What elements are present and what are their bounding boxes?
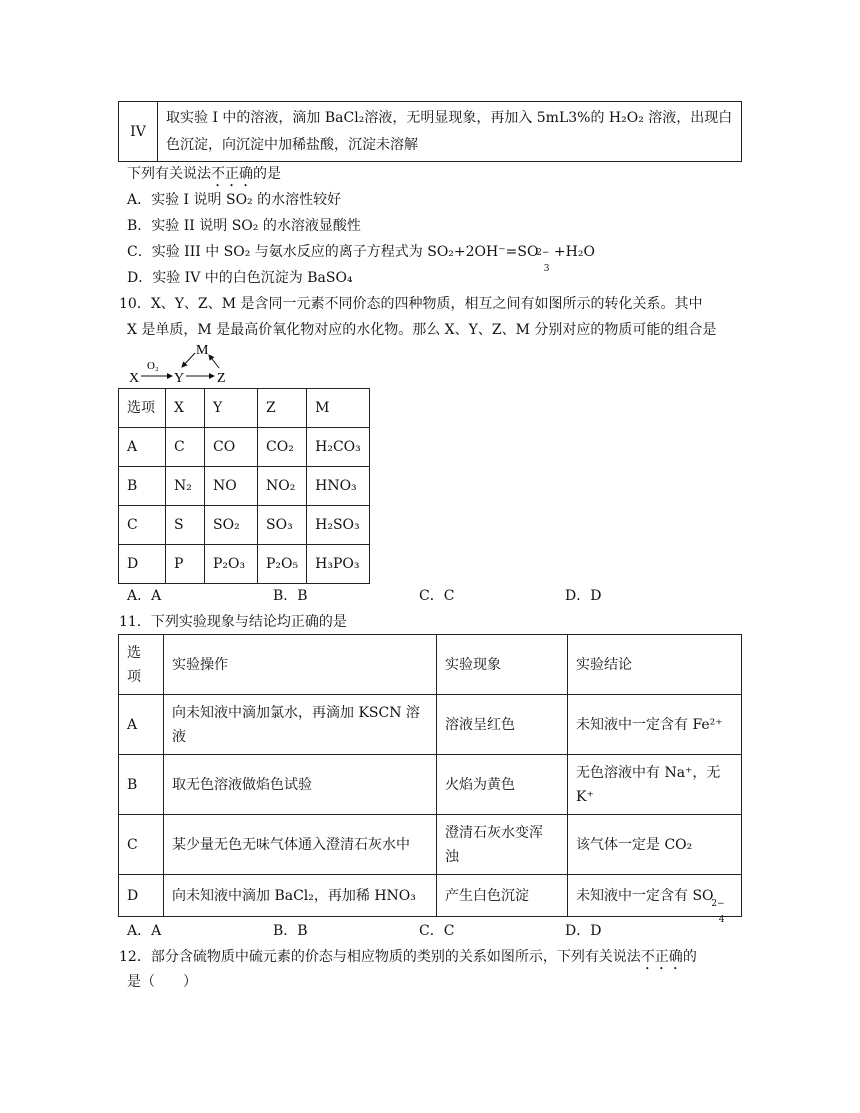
table-row [119,815,742,875]
q10-header-m: M [307,389,370,428]
table-cell: B [119,467,166,506]
table-cell: C [166,428,205,467]
q10-header-z: Z [258,389,307,428]
table-cell: H₃PO₃ [307,545,370,584]
table-cell: D [119,545,166,584]
exp-row-text [158,102,742,162]
table-cell: C [119,506,166,545]
table-cell: N₂ [166,467,205,506]
table-cell: 溶液呈红色 [437,695,568,755]
table-cell: H₂SO₃ [307,506,370,545]
q10-stem-line2: X 是单质，M 是最高价氧化物对应的水化物。那么 X、Y、Z、M 分别对应的物质可能的组合是 [127,322,717,338]
q11-header-phenomenon: 实验现象 [437,635,568,695]
table-cell: S [166,506,205,545]
q11-header-operation: 实验操作 [164,635,437,695]
table-cell: 产生白色沉淀 [437,875,568,917]
diagram-o2-label: O₂ [147,360,159,372]
conversion-diagram [125,341,255,386]
q12-stem-line1: 12．部分含硫物质中硫元素的价态与相应物质的类别的关系如图所示，下列有关说法不正确的 [119,949,697,965]
table-row [119,875,742,917]
table-cell: 向未知液中滴加 BaCl₂，再加稀 HNO₃ [164,875,437,917]
q9-stem: 下列有关说法不正确的是 [127,166,281,182]
table-cell: A [119,428,166,467]
q11-table [118,634,742,925]
table-cell: 向未知液中滴加氯水，再滴加 KSCN 溶 液 [164,695,437,755]
q11-stem: 11．下列实验现象与结论均正确的是 [119,614,347,630]
q10-answer-c: C．C [419,588,455,604]
q10-answer-a: A．A [127,588,162,604]
q9-option-c: C．实验 III 中 SO₂ 与氨水反应的离子方程式为 SO₂+2OH⁻=SO 2− 3 +H₂O [127,244,595,274]
table-cell: 火焰为黄色 [437,755,568,815]
table-cell: CO [205,428,258,467]
table-cell: P₂O₅ [258,545,307,584]
q11-answer-c: C．C [419,923,455,939]
q10-header-option: 选项 [119,389,166,428]
table-cell: 取无色溶液做焰色试验 [164,755,437,815]
q11-header-conclusion: 实验结论 [568,635,742,695]
table-cell: 某少量无色无味气体通入澄清石灰水中 [164,815,437,875]
table-cell: 澄清石灰水变浑 浊 [437,815,568,875]
table-cell: A [119,695,164,755]
q9-emphasis: 不正确 [211,166,253,182]
diagram-x-label: X [129,371,140,386]
experiment-table [118,101,742,162]
q9-option-b: B．实验 II 说明 SO₂ 的水溶液显酸性 [127,218,361,234]
table-cell: 未知液中一定含有 SO 2− 4 [568,875,742,917]
exp-text-line2: 色沉淀，向沉淀中加稀盐酸，沉淀未溶解 [166,136,418,153]
q10-answer-d: D．D [565,588,602,604]
table-cell: B [119,755,164,815]
arrow-z-to-m [209,355,219,368]
table-row [119,506,370,545]
table-cell: 该气体一定是 CO₂ [568,815,742,875]
table-cell: CO₂ [258,428,307,467]
table-cell: D [119,875,164,917]
table-row [119,695,742,755]
table-cell: SO₂ [205,506,258,545]
q11-answer-d: D．D [565,923,602,939]
table-row [119,755,742,815]
table-cell: 无色溶液中有 Na⁺，无 K⁺ [568,755,742,815]
table-cell: HNO₃ [307,467,370,506]
q10-stem-line1: 10．X、Y、Z、M 是含同一元素不同价态的四种物质，相互之间有如图所示的转化关系。其中 [119,296,703,312]
exp-text-line1: 取实验 I 中的溶液，滴加 BaCl₂溶液，无明显现象，再加入 5mL3%的 H₂O₂ 溶液，出现白 [166,109,733,126]
diagram-z-label: Z [217,371,226,386]
q10-header-y: Y [205,389,258,428]
table-cell: P [166,545,205,584]
exp-row-label: IV [119,102,158,162]
table-cell: P₂O₃ [205,545,258,584]
table-cell: 未知液中一定含有 Fe²⁺ [568,695,742,755]
q11-header-option: 选 项 [119,635,164,695]
q10-header-x: X [166,389,205,428]
q12-emphasis: 不正确 [640,949,683,965]
table-cell: NO [205,467,258,506]
q9-option-a: A．实验 I 说明 SO₂ 的水溶性较好 [127,192,342,208]
table-cell: NO₂ [258,467,307,506]
table-cell: C [119,815,164,875]
diagram-m-label: M [196,343,209,358]
table-cell: H₂CO₃ [307,428,370,467]
table-cell: SO₃ [258,506,307,545]
diagram-y-label: Y [174,371,185,386]
table-row [119,428,370,467]
q10-table [118,388,370,584]
q10-answer-b: B．B [273,588,308,604]
q9-option-d: D．实验 IV 中的白色沉淀为 BaSO₄ [127,270,353,286]
q11-answer-a: A．A [127,923,162,939]
arrow-m-to-y [182,353,195,367]
q11-answer-b: B．B [273,923,308,939]
table-row [119,545,370,584]
table-row [119,467,370,506]
q12-stem-line2: 是（ ） [127,974,197,990]
